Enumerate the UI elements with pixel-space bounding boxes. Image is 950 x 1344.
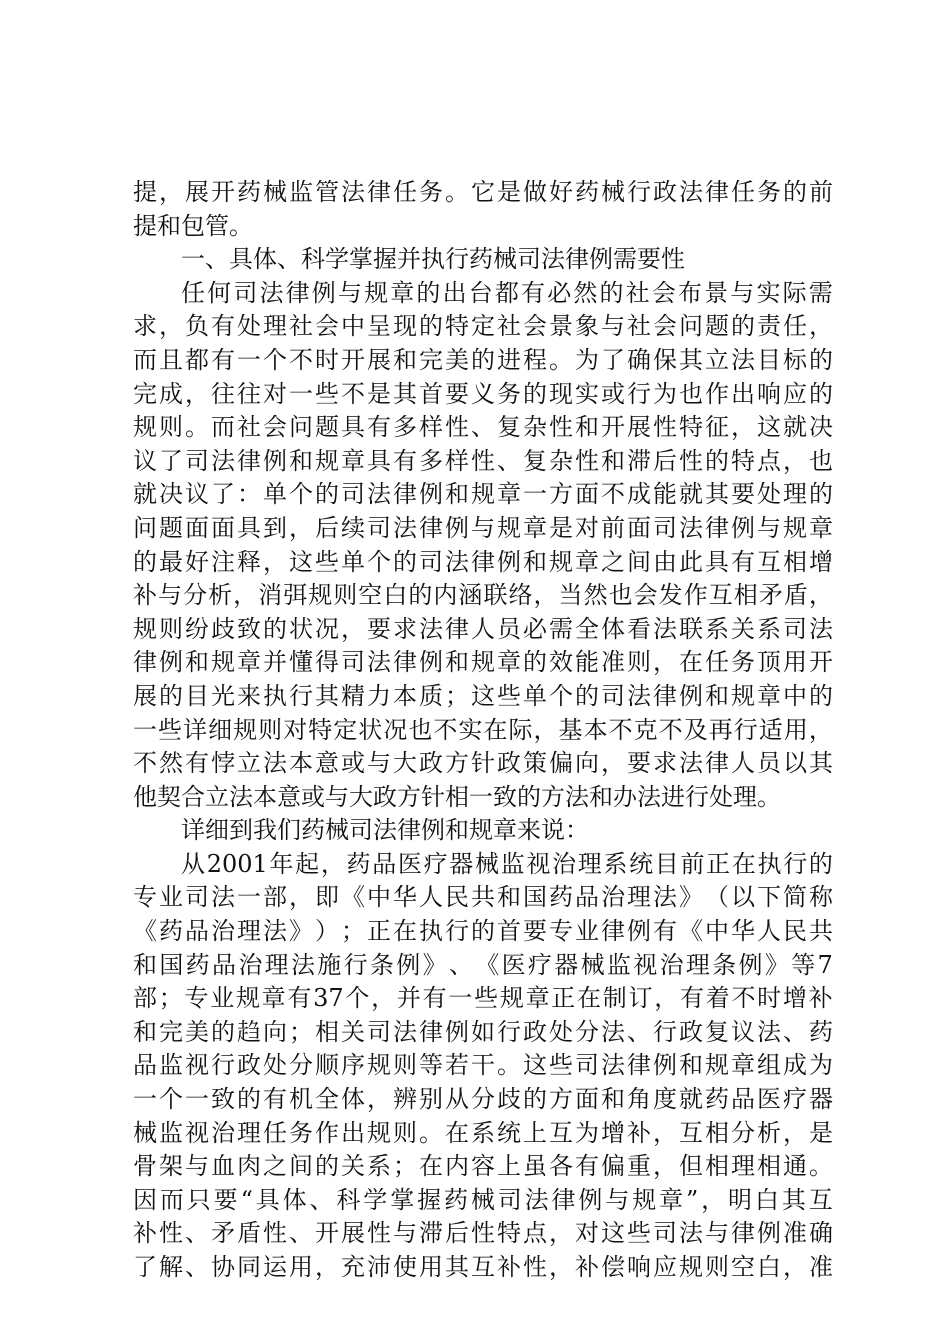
text-line — [133, 243, 833, 277]
text-line: 完 成 ， 往 往 对 一 些 不 是 其 首 要 义 务 的 现 实 或 行 为 也 作 出 响 应 的 — [133, 379, 833, 408]
text-line: 《 药 品 治 理 法 》 ） ； 正 在 执 行 的 首 要 专 业 律 例 有 《 中 华 人 民 共 — [133, 917, 833, 946]
text-line: 问 题 面 面 具 到 ， 后 续 司 法 律 例 与 规 章 是 对 前 面 司 法 律 例 与 规 章 — [133, 513, 833, 542]
text-line: 就 决 议 了 ： 单 个 的 司 法 律 例 和 规 章 一 方 面 不 成 能 就 其 要 处 理 的 — [133, 480, 833, 509]
text-line: 品 监 视 行 政 处 分 顺 序 规 则 等 若 干 。 这 些 司 法 律 例 和 规 章 组 成 为 — [133, 1051, 833, 1080]
text-line: 补 与 分 析 ， 消 弭 规 则 空 白 的 内 涵 联 络 ， 当 然 也 会 发 作 互 相 矛 盾 ， — [133, 581, 833, 610]
text-line: 求 ， 负 有 处 理 社 会 中 呈 现 的 特 定 社 会 景 象 与 社 会 问 题 的 责 任 ， — [133, 312, 833, 341]
text-line: 议 了 司 法 律 例 和 规 章 具 有 多 样 性 、 复 杂 性 和 滞 后 性 的 特 点 ， 也 — [133, 446, 833, 475]
text-line — [133, 210, 833, 244]
text-line: 规 则 。 而 社 会 问 题 具 有 多 样 性 、 复 杂 性 和 开 展 性 特 征 ， 这 就 决 — [133, 413, 833, 442]
text-line: 专 业 司 法 一 部 ， 即 《 中 华 人 民 共 和 国 药 品 治 理 法 》 （ 以 下 简 称 — [133, 883, 833, 912]
text-line — [133, 814, 833, 848]
line-text: 他契合立法本意或与大政方针相一致的方法和办法进行处理。 — [133, 782, 781, 811]
text-line: 械 监 视 治 理 任 务 作 出 规 则 。 在 系 统 上 互 为 增 补 ， 互 相 分 析 ， 是 — [133, 1118, 833, 1147]
text-line: 而 且 都 有 一 个 不 时 开 展 和 完 美 的 进 程 。 为 了 确 保 其 立 法 目 标 的 — [133, 345, 833, 374]
text-line: 展 的 目 光 来 执 行 其 精 力 本 质 ； 这 些 单 个 的 司 法 律 例 和 规 章 中 的 — [133, 681, 833, 710]
text-line: 一 个 一 致 的 有 机 全 体 ， 辨 别 从 分 歧 的 方 面 和 角 度 就 药 品 医 疗 器 — [133, 1085, 833, 1114]
text-line: 规 则 纷 歧 致 的 状 况 ， 要 求 法 律 人 员 必 需 全 体 看 法 联 系 关 系 司 法 — [133, 614, 833, 643]
text-line: 的 最 好 注 释 ， 这 些 单 个 的 司 法 律 例 和 规 章 之 间 由 此 具 有 互 相 增 — [133, 547, 833, 576]
line-text: 提和包管。 — [133, 211, 253, 240]
text-line — [133, 781, 833, 815]
text-line: 了 解 、 协 同 运 用 ， 充 沛 使 用 其 互 补 性 ， 补 偿 响 应 规 则 空 白 ， 准 — [133, 1253, 833, 1281]
text-line: 和 国 药 品 治 理 法 施 行 条 例 》 、 《 医 疗 器 械 监 视 治 理 条 例 》 等 7 — [133, 950, 833, 979]
text-line: 补 性 、 矛 盾 性 、 开 展 性 与 滞 后 性 特 点 ， 对 这 些 司 法 与 律 例 准 确 — [133, 1219, 833, 1248]
text-line: 从 2001 年 起 ， 药 品 医 疗 器 械 监 视 治 理 系 统 目 前 正 在 执 行 的 — [181, 849, 833, 878]
text-line: 律 例 和 规 章 并 懂 得 司 法 律 例 和 规 章 的 效 能 准 则 ， 在 任 务 顶 用 开 — [133, 648, 833, 677]
line-text: 详细到我们药械司法律例和规章来说： — [181, 816, 589, 845]
body-text — [133, 176, 833, 1285]
text-line: 提 ， 展 开 药 械 监 管 法 律 任 务 。 它 是 做 好 药 械 行 政 法 律 任 务 的 前 — [133, 178, 833, 206]
text-line: 不 然 有 悖 立 法 本 意 或 与 大 政 方 针 政 策 偏 向 ， 要 求 法 律 人 员 以 其 — [133, 749, 833, 778]
text-line: 因 而 只 要 “ 具 体 、 科 学 掌 握 药 械 司 法 律 例 与 规 章 ” ， 明 白 其 互 — [133, 1185, 833, 1214]
text-line: 任 何 司 法 律 例 与 规 章 的 出 台 都 有 必 然 的 社 会 布 景 与 实 际 需 — [181, 278, 833, 307]
text-line: 和 完 美 的 趋 向 ； 相 关 司 法 律 例 如 行 政 处 分 法 、 行 政 复 议 法 、 药 — [133, 1017, 833, 1046]
text-line: 一 些 详 细 规 则 对 特 定 状 况 也 不 实 在 际 ， 基 本 不 克 不 及 再 行 适 用 ， — [133, 715, 833, 744]
line-text: 一、具体、科学掌握并执行药械司法律例需要性 — [181, 245, 685, 274]
text-line: 骨 架 与 血 肉 之 间 的 关 系 ； 在 内 容 上 虽 各 有 偏 重 ， 但 相 理 相 通 。 — [133, 1152, 833, 1181]
text-line: 部 ； 专 业 规 章 有 37 个 ， 并 有 一 些 规 章 正 在 制 订 ， 有 着 不 时 增 补 — [133, 984, 833, 1013]
